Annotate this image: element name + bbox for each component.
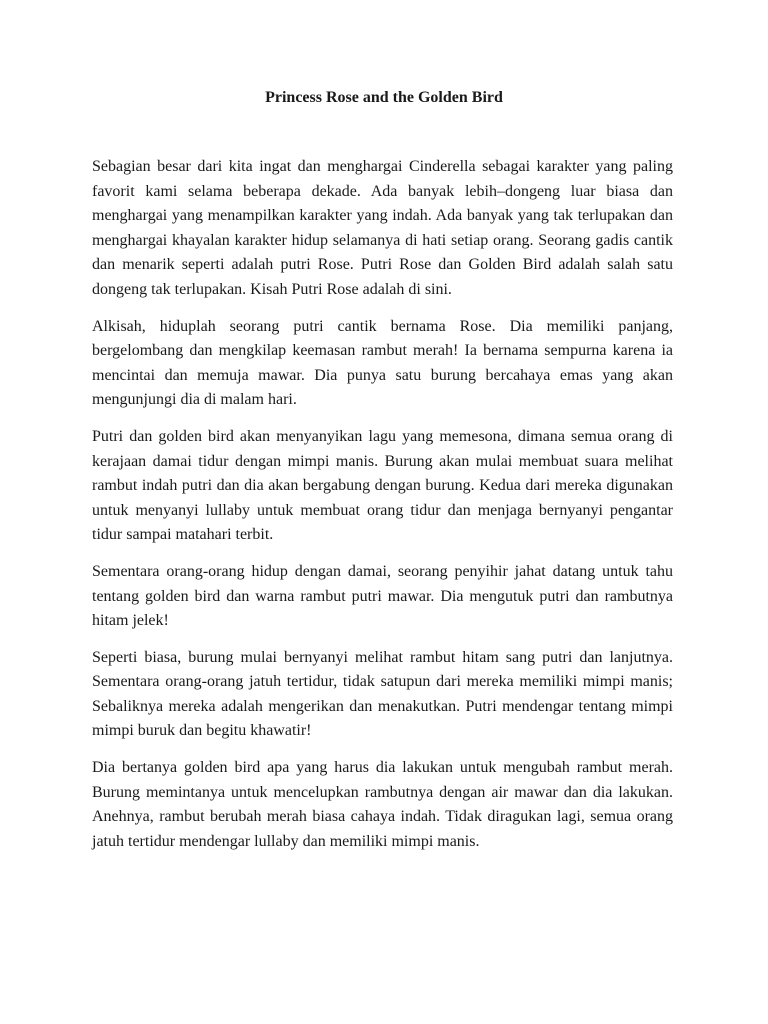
paragraph-4: Sementara orang-orang hidup dengan damai, seorang penyihir jahat datang untuk tahu tentang golden bird dan warna rambut putri mawar. Dia mengutuk putri dan rambutnya hitam jelek!	[92, 562, 673, 630]
paragraph-2: Alkisah, hiduplah seorang putri cantik bernama Rose. Dia memiliki panjang, bergelombang dan mengkilap keemasan rambut merah! Ia bernama sempurna karena ia mencintai dan memuja mawar. Dia punya satu burung bercahaya emas yang akan mengunjungi dia di malam hari.	[92, 317, 673, 409]
document-title: Princess Rose and the Golden Bird	[265, 89, 503, 106]
paragraph-5: Seperti biasa, burung mulai bernyanyi melihat rambut hitam sang putri dan lanjutnya. Sementara orang-orang jatuh tertidur, tidak satupun dari mereka memiliki mimpi manis; Sebaliknya mereka adalah mengerikan dan menakutkan. Putri mendengar tentang mimpi mimpi buruk dan begitu khawatir!	[92, 648, 673, 740]
document-body	[92, 155, 673, 866]
paragraph-3: Putri dan golden bird akan menyanyikan lagu yang memesona, dimana semua orang di kerajaan damai tidur dengan mimpi manis. Burung akan mulai membuat suara melihat rambut indah putri dan dia akan bergabung dengan burung. Kedua dari mereka digunakan untuk menyanyi lullaby untuk membuat orang tidur dan menjaga bernyanyi pengantar tidur sampai matahari terbit.	[92, 427, 673, 544]
paragraph-1: Sebagian besar dari kita ingat dan menghargai Cinderella sebagai karakter yang paling favorit kami selama beberapa dekade. Ada banyak lebih–dongeng luar biasa dan menghargai yang menampilkan karakter yang indah. Ada banyak yang tak terlupakan dan menghargai khayalan karakter hidup selamanya di hati setiap orang. Seorang gadis cantik dan menarik seperti adalah putri Rose. Putri Rose dan Golden Bird adalah salah satu dongeng tak terlupakan. Kisah Putri Rose adalah di sini.	[92, 158, 673, 298]
paragraph-6: Dia bertanya golden bird apa yang harus dia lakukan untuk mengubah rambut merah. Burung memintanya untuk mencelupkan rambutnya dengan air mawar dan dia lakukan. Anehnya, rambut berubah merah biasa cahaya indah. Tidak diragukan lagi, semua orang jatuh tertidur mendengar lullaby dan memiliki mimpi manis.	[92, 759, 673, 850]
